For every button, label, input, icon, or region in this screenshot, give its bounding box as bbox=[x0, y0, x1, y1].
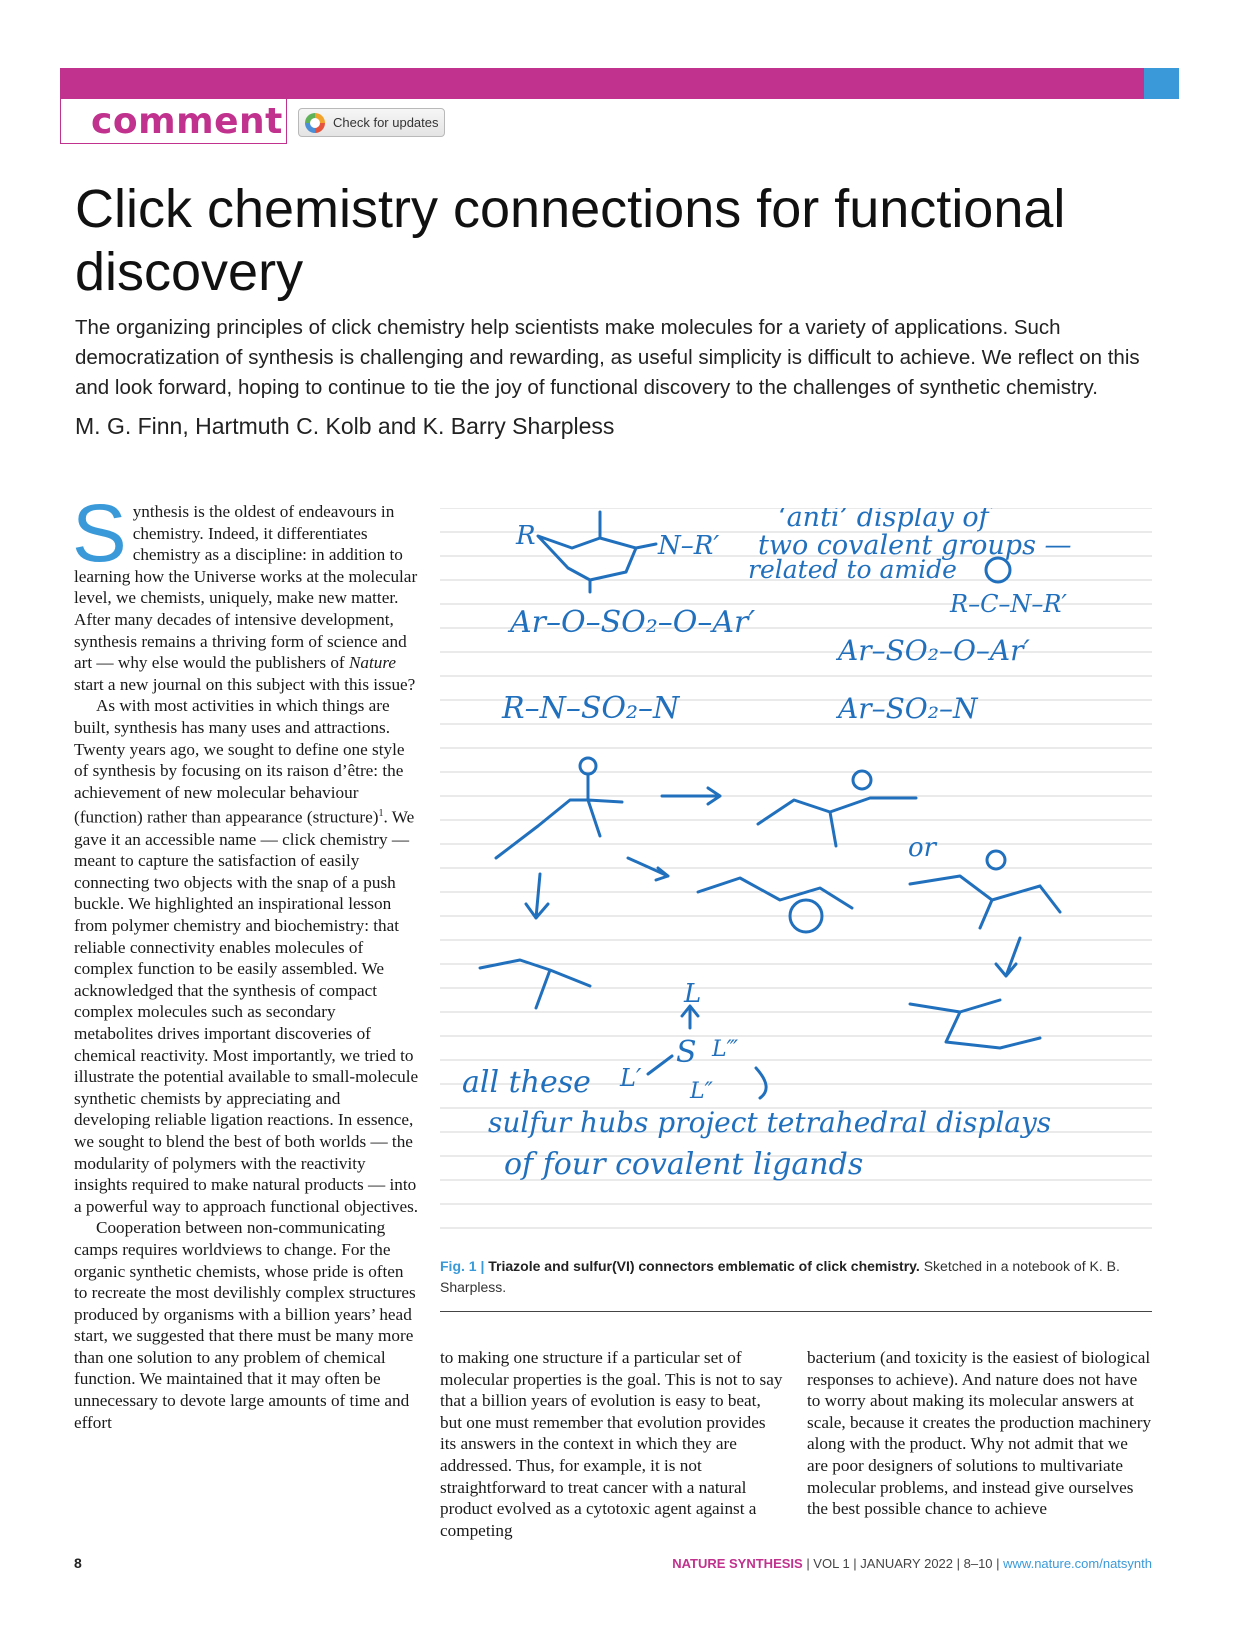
paragraph-2-text-a: As with most activities in which things are built, synthesis has many uses and attractions. Twenty years ago, we sought to define one style of synthesis by focusing on its raison d’être: the achievement of new molecular behaviour (function) rather than appearance (structure) bbox=[74, 696, 405, 828]
sulfur-reaction-sketch bbox=[480, 758, 1060, 1048]
ligand-l-triple-prime: L‴ bbox=[712, 1037, 739, 1062]
triazole-r-prime: N–R′ bbox=[658, 531, 720, 561]
tetrahedral-sulfur-hub bbox=[619, 979, 766, 1104]
figure-caption bbox=[440, 1256, 1152, 1298]
sulfur-center: S bbox=[676, 1035, 697, 1070]
paragraph-3: Cooperation between non-communicating camps requires worldviews to change. For the organic synthetic chemists, whose pride is often to recreate the most devilishly complex structures produced by organisms with a billion years’ head start, we suggested that there must be many more than one solution to any problem of chemical function. We maintained that it may often be unnecessary to devote large amounts of time and effort bbox=[74, 1218, 416, 1432]
footer bbox=[672, 1556, 1152, 1571]
drop-cap: S bbox=[72, 488, 127, 579]
journal-name: Nature bbox=[348, 653, 397, 673]
formula-sulfonamide: Ar–SO₂–N bbox=[838, 692, 978, 725]
formula-sulfamide: R–N–SO₂–N bbox=[502, 691, 680, 726]
figure-caption-text: Sketched in a notebook of K. B. Sharpless. bbox=[440, 1258, 1120, 1295]
paragraph-1-text-a: ynthesis is the oldest of endeavours in chemistry. Indeed, it differentiates chemistry as a discipline: in addition to learning how the Universe works at the molecular level, we chemists, uniquely, make new matter. After many decades of intensive development, synthesis remains a thriving form of science and art — why else would the publishers of bbox=[74, 502, 418, 673]
paragraph-col2: to making one structure if a particular set of molecular properties is the goal. This is not to say that a billion years of evolution is easy to beat, but one must remember that evolution provides its answers in the context in which they are addressed. Thus, for example, it is not straightforward to treat cancer with a natural product evolved as a cytotoxic agent against a competing bbox=[440, 1348, 783, 1540]
body-column-1 bbox=[72, 488, 419, 1433]
header-bar bbox=[60, 68, 1144, 99]
page-number: 8 bbox=[74, 1555, 82, 1571]
ligand-l-prime: L′ bbox=[620, 1064, 642, 1092]
figure-title: Triazole and sulfur(VI) connectors emblematic of click chemistry. bbox=[488, 1258, 920, 1274]
section-label-text: comment bbox=[91, 101, 283, 142]
notebook-sketch bbox=[440, 508, 1152, 1230]
standfirst: The organizing principles of click chemistry help scientists make molecules for a variety of applications. Such democratization of synthesis is challenging and rewarding, as useful simplicity is difficult to achieve. We reflect on this and look forward, hoping to continue to tie the joy of functional discovery to the challenges of synthetic chemistry. bbox=[75, 316, 1140, 399]
figure-1-sketch bbox=[440, 508, 1152, 1230]
formula-sulfonate: Ar–SO₂–O–Ar′ bbox=[838, 634, 1030, 667]
note-four-ligands: of four covalent ligands bbox=[504, 1147, 864, 1182]
section-label bbox=[60, 99, 287, 144]
formula-sulfate: Ar–O–SO₂–O–Ar′ bbox=[510, 605, 756, 640]
paragraph-1-text-b: start a new journal on this subject with this issue? bbox=[74, 674, 416, 694]
note-two-covalent: two covalent groups — bbox=[758, 530, 1072, 561]
crossmark-icon bbox=[305, 113, 325, 133]
note-all-these: all these bbox=[462, 1065, 591, 1100]
check-for-updates-label: Check for updates bbox=[333, 115, 439, 130]
annotation-top bbox=[748, 508, 1072, 584]
check-for-updates-button[interactable] bbox=[298, 108, 445, 137]
paragraph-2-text-b: . We gave it an accessible name — click chemistry — meant to capture the satisfaction of easily connecting two objects with the snap of a push buckle. We highlighted an inspirational lesson from polymer chemistry and biochemistry: that reliable connectivity enables molecules of complex function to be easily assembled. We acknowledged that the synthesis of compact complex molecules such as secondary metabolites drives important discoveries of chemical reactivity. Most importantly, we tried to illustrate the potential available to small-molecule synthetic chemists by appreciating and developing reliable ligation reactions. In essence, we sought to blend the best of both worlds — the modularity of polymers with the reactivity insights required to make natural products — into a powerful way to approach functional objectives. bbox=[74, 808, 419, 1216]
note-anti-display: ‘anti’ display of bbox=[778, 508, 989, 533]
or-label: or bbox=[908, 833, 937, 863]
amide-sketch bbox=[949, 558, 1068, 618]
footer-url[interactable]: www.nature.com/natsynth bbox=[1003, 1556, 1152, 1571]
authors: M. G. Finn, Hartmuth C. Kolb and K. Barry Sharpless bbox=[75, 413, 615, 439]
body-column-3 bbox=[807, 1347, 1152, 1520]
ligand-l-double-prime: L″ bbox=[690, 1079, 713, 1104]
note-sulfur-hubs: sulfur hubs project tetrahedral displays bbox=[488, 1106, 1052, 1139]
note-related-amide: related to amide bbox=[748, 555, 957, 584]
amide-label: R–C–N–R′ bbox=[950, 590, 1067, 618]
reference-link[interactable]: 1 bbox=[378, 808, 384, 820]
ligand-l: L bbox=[684, 979, 702, 1009]
paragraph-1 bbox=[72, 488, 419, 695]
figure-divider bbox=[440, 1311, 1152, 1312]
footer-journal: NATURE SYNTHESIS bbox=[672, 1556, 803, 1571]
figure-number: Fig. 1 | bbox=[440, 1258, 485, 1274]
paragraph-col3: bacterium (and toxicity is the easiest of biological responses to achieve). And nature does not have to worry about making its molecular answers at scale, because it creates the production machinery along with the product. Why not admit that we are poor designers of solutions to multivariate molecular problems, and instead give ourselves the best possible chance to achieve bbox=[807, 1348, 1152, 1519]
body-column-2 bbox=[440, 1347, 785, 1541]
header-bar-accent bbox=[1144, 68, 1179, 99]
footer-issue: | VOL 1 | JANUARY 2022 | 8–10 | bbox=[802, 1556, 1004, 1571]
article-title: Click chemistry connections for functional discovery bbox=[75, 179, 1066, 302]
paragraph-2 bbox=[74, 695, 419, 1217]
triazole-r: R bbox=[516, 521, 536, 551]
